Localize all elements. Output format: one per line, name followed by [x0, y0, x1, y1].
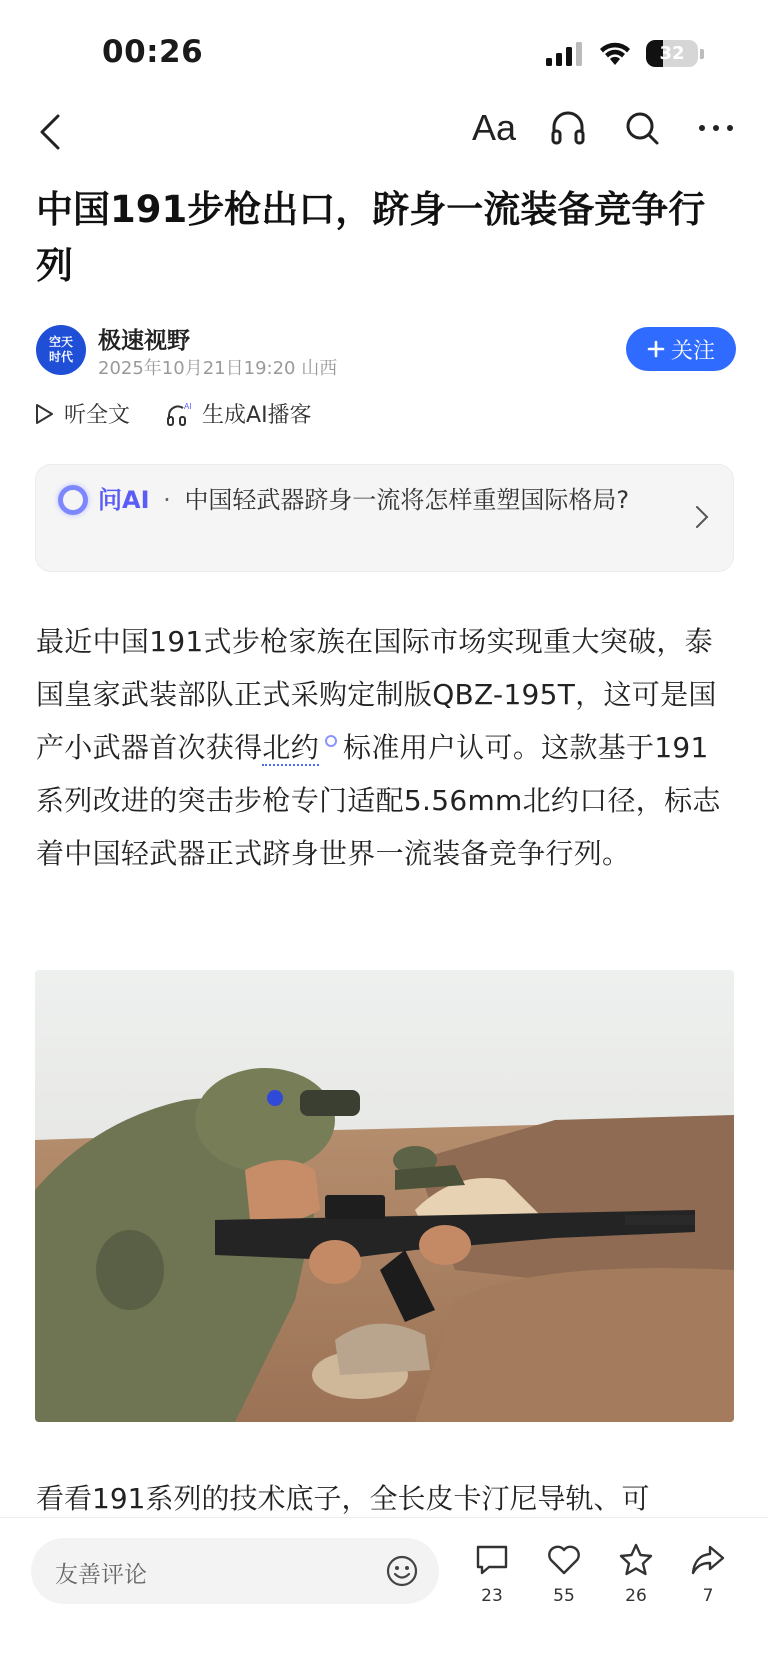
podcast-label: 生成AI播客	[202, 403, 312, 428]
plus-icon	[647, 340, 665, 358]
listen-label: 听全文	[64, 403, 131, 428]
podcast-button[interactable]	[166, 398, 312, 429]
battery-icon	[646, 40, 698, 67]
ai-question	[98, 481, 688, 519]
article-image[interactable]	[35, 970, 734, 1422]
comment-count: 23	[481, 1586, 503, 1606]
like-button[interactable]	[536, 1542, 592, 1606]
keyword-ai-icon	[325, 735, 337, 747]
article-paragraph-2: 看看191系列的技术底子，全长皮卡汀尼导轨、可	[36, 1482, 650, 1515]
status-icons	[546, 40, 704, 67]
comment-placeholder: 友善评论	[55, 1562, 147, 1588]
nav-actions	[472, 106, 738, 150]
ai-logo-icon	[58, 485, 88, 515]
battery-cap	[700, 49, 704, 59]
emoji-icon[interactable]	[385, 1554, 419, 1588]
follow-button[interactable]	[626, 327, 736, 371]
comment-input[interactable]	[31, 1538, 439, 1604]
article-paragraph	[36, 615, 736, 880]
font-size-button[interactable]: Aa	[472, 107, 517, 148]
article-title: 中国191步枪出口，跻身一流装备竞争行列	[36, 188, 706, 287]
author-name[interactable]: 极速视野	[98, 328, 190, 354]
more-icon[interactable]	[694, 106, 738, 150]
nav-bar	[0, 100, 768, 162]
paragraph-text-continued: 标准用户认可。这款基于191系列改进的突击步枪专门适配5.56mm北约口径，标志着中国轻武器正式跻身世界一流装备竞争行列。	[36, 731, 721, 870]
paragraph-text: 最近中国191式步枪家族在国际市场实现重大突破，泰国皇家武装部队正式采购定制版QBZ-195T，这可是国产小武器首次获得	[36, 625, 717, 764]
battery-level: 32	[659, 43, 685, 64]
svg-text:AI: AI	[184, 401, 192, 411]
like-count: 55	[553, 1586, 575, 1606]
listen-row	[34, 398, 312, 429]
publish-location: 山西	[301, 358, 338, 379]
comment-button[interactable]	[464, 1542, 520, 1606]
author-row	[36, 322, 736, 378]
ai-question-text: 中国轻武器跻身一流将怎样重塑国际格局?	[184, 486, 630, 514]
headphones-icon[interactable]	[546, 106, 590, 150]
share-button[interactable]	[680, 1542, 736, 1606]
ask-ai-card[interactable]	[35, 464, 734, 572]
author-meta	[98, 354, 337, 380]
ai-brand: 问AI	[98, 486, 150, 514]
search-icon[interactable]	[620, 106, 664, 150]
keyword-link[interactable]: 北约	[262, 731, 320, 764]
signal-icon	[546, 42, 584, 66]
follow-label: 关注	[670, 338, 715, 364]
favorite-button[interactable]	[608, 1542, 664, 1606]
avatar[interactable]	[36, 325, 86, 375]
play-icon	[34, 403, 54, 425]
wifi-icon	[598, 41, 632, 67]
chevron-right-icon	[695, 505, 709, 529]
status-bar	[0, 0, 768, 110]
comment-icon	[474, 1542, 510, 1578]
avatar-text: 空天时代	[48, 335, 73, 364]
share-icon	[690, 1542, 726, 1578]
back-icon[interactable]	[36, 112, 66, 152]
ai-separator: ·	[163, 486, 171, 514]
ai-podcast-icon	[166, 401, 192, 427]
heart-icon	[546, 1542, 582, 1578]
status-time: 00:26	[102, 34, 204, 70]
share-count: 7	[702, 1586, 714, 1606]
publish-date: 2025年10月21日19:20	[98, 358, 296, 379]
favorite-count: 26	[625, 1586, 647, 1606]
listen-button[interactable]	[34, 398, 130, 429]
star-icon	[618, 1542, 654, 1578]
bottom-action-bar	[0, 1518, 768, 1669]
